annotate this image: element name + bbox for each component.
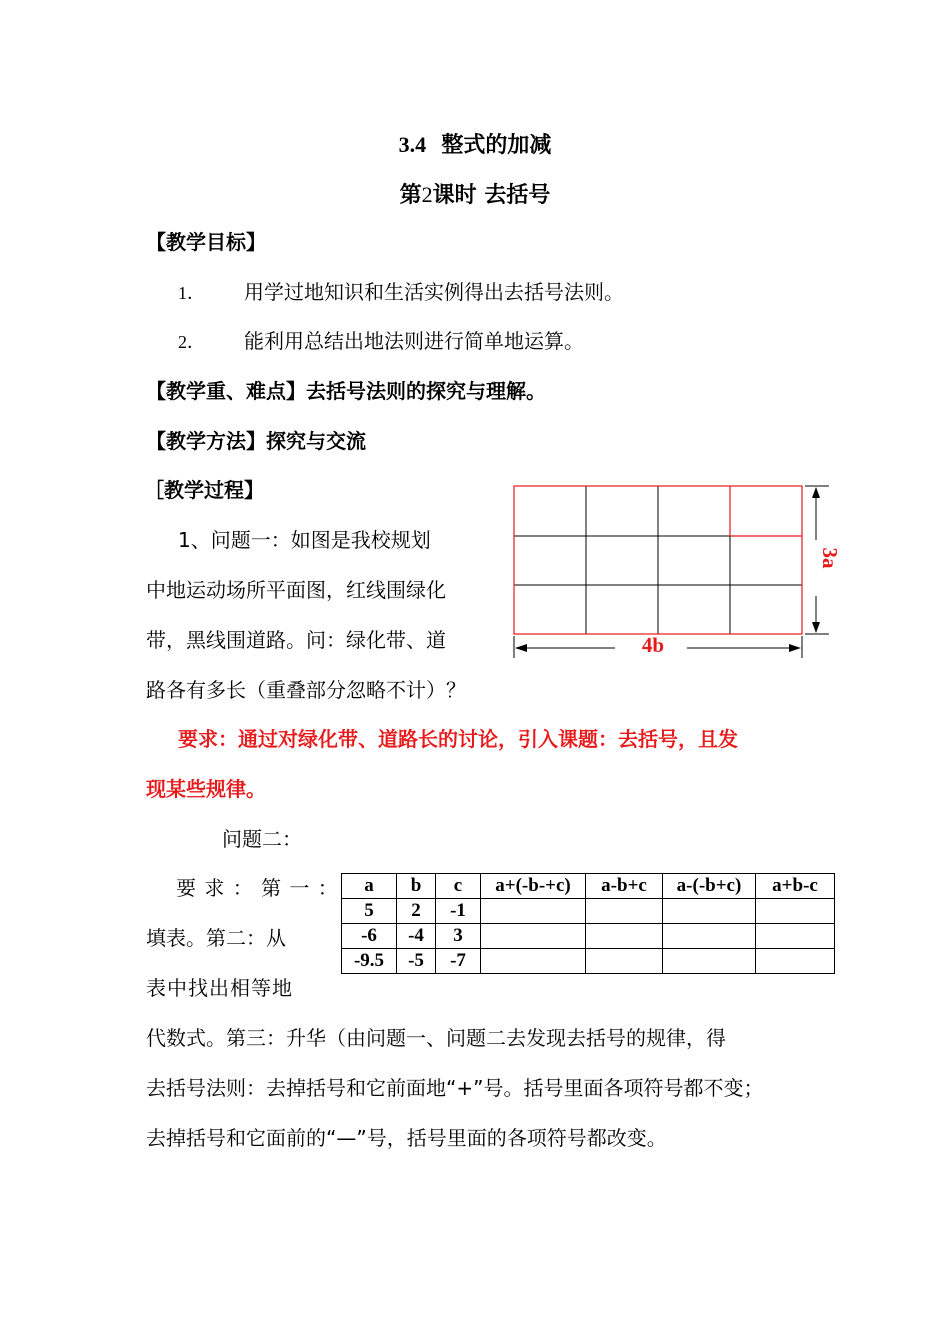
q2-side-line-2: 填表。第二：从 [146, 926, 286, 950]
goal-item-2 [178, 329, 584, 354]
q2-side-line-1: 要 求 ： 第 一 ： [176, 876, 339, 900]
table-cell[interactable] [586, 949, 663, 974]
table-row [342, 949, 835, 974]
q2-heading: 问题二： [222, 827, 302, 851]
table-cell: -1 [436, 899, 481, 924]
arrow-down-icon [812, 622, 820, 633]
table-row [342, 924, 835, 949]
goals-heading: 【教学目标】 [146, 230, 266, 254]
table-cell: 5 [342, 899, 397, 924]
lesson-subtitle [0, 178, 950, 209]
table-header-row [342, 874, 835, 899]
table-header: c [436, 874, 481, 899]
expression-table [341, 873, 835, 974]
table-cell[interactable] [663, 949, 756, 974]
key-points: 【教学重、难点】去括号法则的探究与理解。 [146, 379, 546, 403]
table-header: a [342, 874, 397, 899]
table-header: a-b+c [586, 874, 663, 899]
arrow-right-icon [789, 644, 801, 652]
table-cell[interactable] [481, 899, 586, 924]
conclusion-line-1: 代数式。第三：升华（由问题一、问题二去发现去括号的规律，得 [146, 1026, 726, 1050]
table-cell: -9.5 [342, 949, 397, 974]
table-header: a-(-b+c) [663, 874, 756, 899]
lesson-topic: 课时 去括号 [432, 183, 551, 208]
table-cell: 2 [397, 899, 436, 924]
height-label: 3a [818, 547, 842, 569]
table-cell: -5 [397, 949, 436, 974]
goal-number: 2． [178, 332, 205, 352]
table-cell[interactable] [663, 899, 756, 924]
table-cell: -6 [342, 924, 397, 949]
table-cell: 3 [436, 924, 481, 949]
goal-text: 能利用总结出地法则进行简单地运算。 [244, 329, 584, 353]
section-name: 整式的加减 [441, 133, 552, 158]
table-cell[interactable] [586, 924, 663, 949]
q1-line-2: 中地运动场所平面图，红线围绿化 [146, 578, 446, 602]
requirement-line-1: 要求：通过对绿化带、道路长的讨论，引入课题：去括号，且发 [178, 727, 738, 751]
table-cell[interactable] [481, 924, 586, 949]
table-cell[interactable] [481, 949, 586, 974]
section-number: 3.4 [398, 132, 427, 157]
width-label: 4b [641, 633, 665, 657]
process-heading: ［教学过程】 [144, 478, 264, 502]
table-cell[interactable] [756, 924, 835, 949]
requirement-line-2: 现某些规律。 [146, 777, 266, 801]
q2-side-line-3: 表中找出相等地 [146, 976, 293, 1000]
conclusion-line-3: 去掉括号和它面前的“—”号，括号里面的各项符号都改变。 [146, 1126, 667, 1150]
table-cell[interactable] [756, 899, 835, 924]
table-cell[interactable] [586, 899, 663, 924]
lesson-prefix: 第 [399, 183, 422, 208]
table-cell[interactable] [756, 949, 835, 974]
arrow-left-icon [515, 644, 527, 652]
teaching-method: 【教学方法】探究与交流 [146, 429, 366, 453]
arrow-up-icon [812, 487, 820, 498]
table-header: a+(-b-+c) [481, 874, 586, 899]
table-cell: -7 [436, 949, 481, 974]
q1-line-4: 路各有多长（重叠部分忽略不计）？ [146, 678, 466, 702]
goal-text: 用学过地知识和生活实例得出去括号法则。 [244, 280, 624, 304]
lesson-number: 2 [421, 182, 433, 207]
table-cell: -4 [397, 924, 436, 949]
q1-line-1: 1、问题一：如图是我校规划 [178, 528, 431, 552]
conclusion-line-2: 去括号法则：去掉括号和它前面地“+”号。括号里面各项符号都不变； [146, 1076, 764, 1100]
sports-field-diagram [505, 478, 845, 660]
q1-line-3: 带，黑线围道路。问：绿化带、道 [146, 628, 446, 652]
goal-item-1 [178, 280, 624, 305]
page-title [0, 128, 950, 159]
table-header: b [397, 874, 436, 899]
table-row [342, 899, 835, 924]
goal-number: 1． [178, 283, 205, 303]
table-header: a+b-c [756, 874, 835, 899]
table-cell[interactable] [663, 924, 756, 949]
